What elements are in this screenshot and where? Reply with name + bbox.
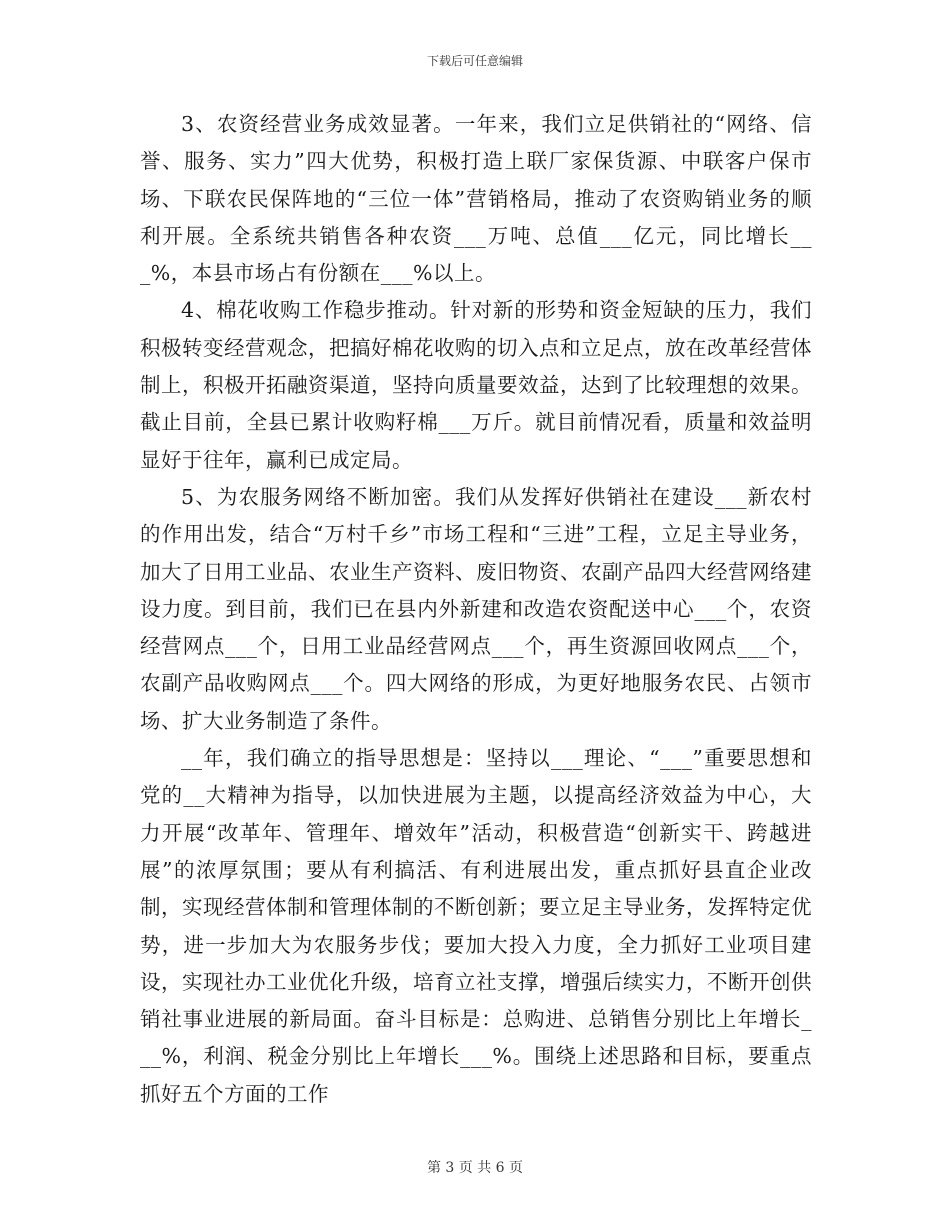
page-header-note: 下载后可任意编辑 bbox=[426, 54, 523, 68]
paragraph-guiding-thought: __年，我们确立的指导思想是：坚持以___理论、“___”重要思想和党的__大精神为指导，以加快进展为主题，以提高经济效益为中心，大力开展“改革年、管理年、增效年”活动，积极营造“创新实干、跨越进展”的浓厚氛围；要从有利搞活、有利进展出发，重点抓好县直企业改制，实现经营体制和管理体制的不断创新；要立足主导业务，发挥特定优势，进一步加大为农服务步伐；要加大投入力度，全力抓好工业项目建设，实现社办工业优化升级，培育立社支撑，增强后续实力，不断开创供销社事业进展的新局面。奋斗目标是：总购进、总销售分别比上年增长___%，利润、税金分别比上年增长___%。围绕上述思路和目标，要重点抓好五个方面的工作 bbox=[140, 746, 812, 1106]
page-number-footer: 第 3 页 共 6 页 bbox=[426, 1160, 524, 1176]
paragraph-4-cotton-purchase: 4、棉花收购工作稳步推动。针对新的形势和资金短缺的压力，我们积极转变经营观念，把搞好棉花收购的切入点和立足点，放在改革经营体制上，积极开拓融资渠道，坚持向质量要效益，达到了比较理想的效果。截止目前，全县已累计收购籽棉___万斤。就目前情况看，质量和效益明显好于往年，赢利已成定局。 bbox=[140, 298, 812, 472]
paragraph-5-service-network: 5、为农服务网络不断加密。我们从发挥好供销社在建设___新农村的作用出发，结合“万村千乡”市场工程和“三进”工程，立足主导业务，加大了日用工业品、农业生产资料、废旧物资、农副产品四大经营网络建设力度。到目前，我们已在县内外新建和改造农资配送中心___个，农资经营网点___个，日用工业品经营网点___个，再生资源回收网点___个，农副产品收购网点___个。四大网络的形成，为更好地服务农民、占领市场、扩大业务制造了条件。 bbox=[140, 484, 812, 733]
document-body bbox=[140, 106, 812, 1113]
paragraph-3-agri-supplies: 3、农资经营业务成效显著。一年来，我们立足供销社的“网络、信誉、服务、实力”四大优势，积极打造上联厂家保货源、中联客户保市场、下联农民保阵地的“三位一体”营销格局，推动了农资购销业务的顺利开展。全系统共销售各种农资___万吨、总值___亿元，同比增长___%，本县市场占有份额在___%以上。 bbox=[140, 112, 812, 286]
